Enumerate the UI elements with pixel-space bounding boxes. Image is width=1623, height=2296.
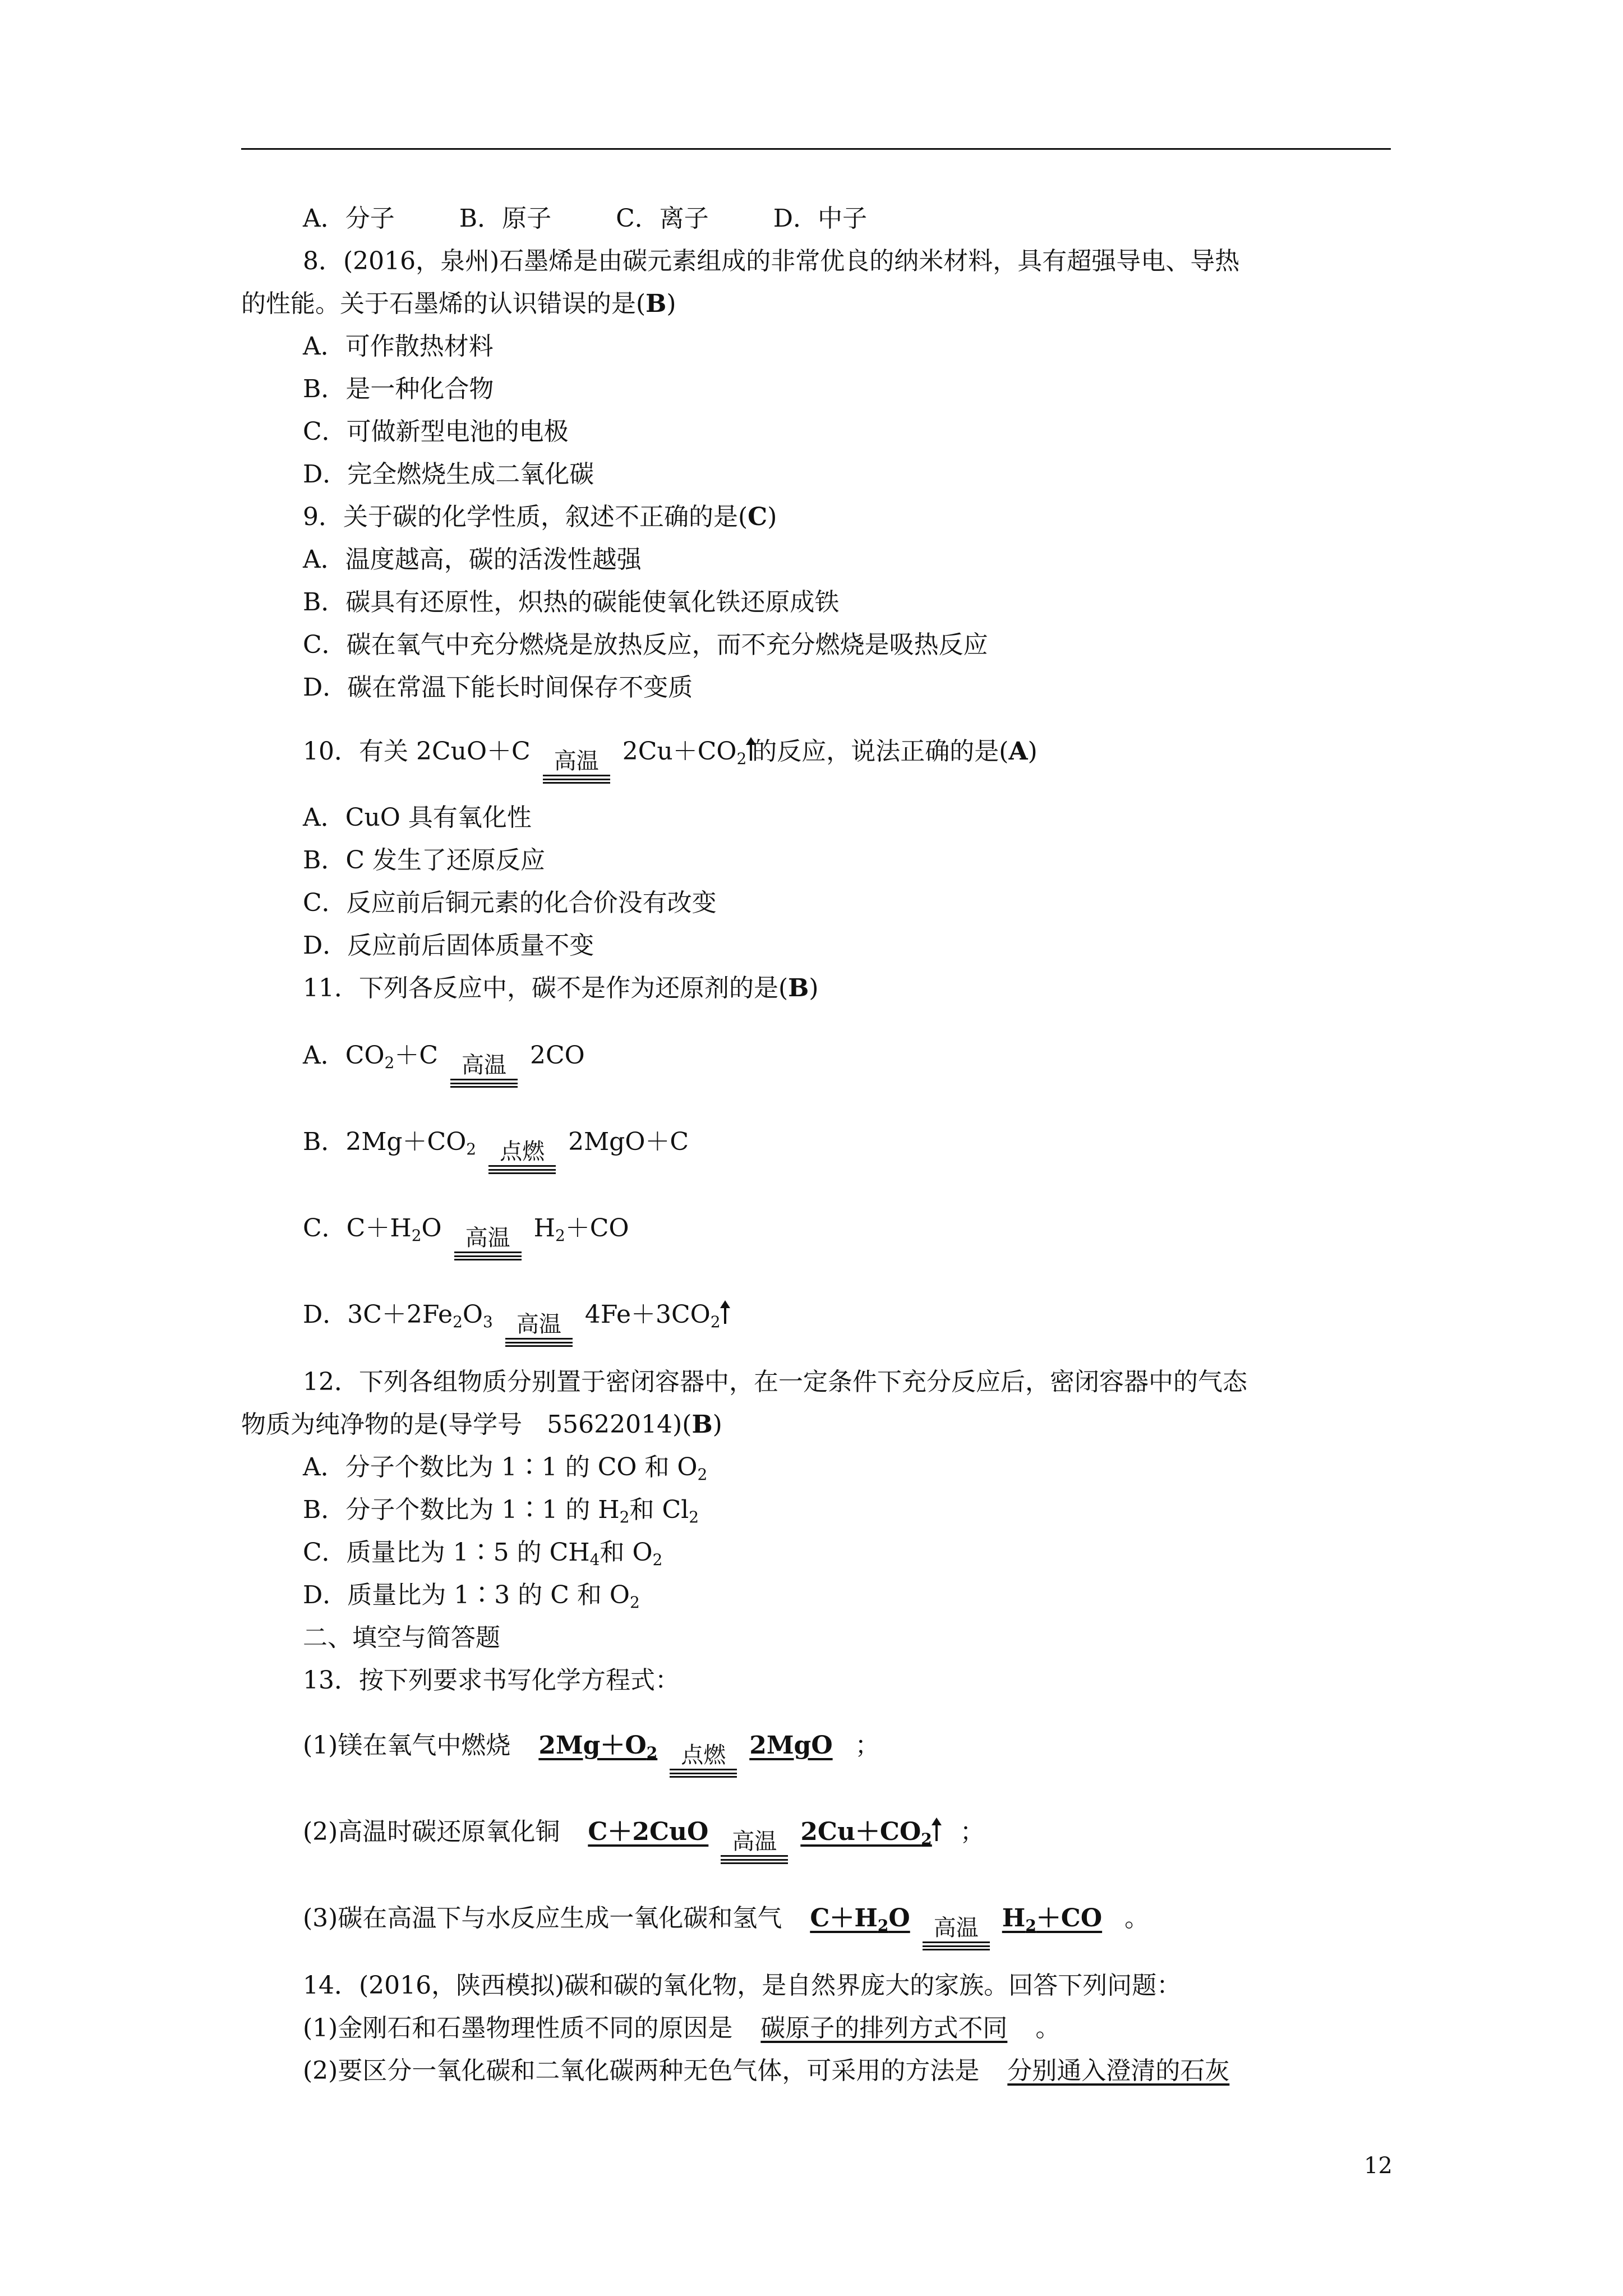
q11-answer: B (788, 974, 809, 1002)
q13-part1-answer: $2Mg+O_2$ 点燃 2MgO (510, 1731, 855, 1760)
q12-option-d: D．质量比为 1∶3 的 C 和 $O_2$ (303, 1581, 640, 1612)
reaction-condition: 点燃 (488, 1138, 556, 1174)
q10-option-b: B．C 发生了还原反应 (303, 846, 545, 875)
q12-option-a: A．分子个数比为 1∶1 的 CO 和 $O_2$ (303, 1453, 708, 1484)
reaction-condition: 高温 (505, 1311, 573, 1347)
q8-answer: B (645, 289, 667, 318)
q7-options (303, 202, 932, 236)
q9-answer: C (748, 503, 768, 531)
q12-option-c: C．质量比为 1∶5 的 $CH_4$和 $O_2$ (303, 1538, 663, 1569)
q8-stem-line2: 的性能。关于石墨烯的认识错误的是(B) (241, 289, 676, 318)
q9-option-d: D．碳在常温下能长时间保存不变质 (303, 673, 693, 702)
q13-part1: (1)镁在氧气中燃烧 $2Mg+O_2$ 点燃 2MgO ； (303, 1729, 880, 1778)
reaction-condition: 高温 (923, 1915, 990, 1950)
reaction-condition: 高温 (454, 1225, 522, 1260)
q10-option-d: D．反应前后固体质量不变 (303, 931, 594, 960)
q10-option-c: C．反应前后铜元素的化合价没有改变 (303, 889, 717, 917)
option: B．原子 (459, 204, 552, 233)
reaction-condition: 高温 (450, 1052, 518, 1088)
q8-option-c: C．可做新型电池的电极 (303, 417, 569, 446)
q10-answer: A (1008, 737, 1028, 766)
q8-option-b: B．是一种化合物 (303, 375, 494, 403)
q8-option-a: A．可作散热材料 (303, 332, 494, 361)
q11-option-c: C．$C+H_2O$ 高温 $H_2+CO$ (303, 1212, 629, 1260)
q12-option-b: B．分子个数比为 1∶1 的 $H_2$和 $Cl_2$ (303, 1496, 699, 1526)
q13-part2-answer: C＋2CuO 高温 $2Cu+CO_2$ (560, 1818, 960, 1846)
q13-part3: (3)碳在高温下与水反应生成一氧化碳和氢气 $C+H_2O$ 高温 $H_2+CO$ 。 (303, 1902, 1149, 1950)
section-heading: 二、填空与简答题 (303, 1623, 500, 1652)
option: C．离子 (616, 204, 709, 233)
page-number: 12 (1364, 2153, 1393, 2179)
q10-option-a: A．CuO 具有氧化性 (303, 803, 532, 832)
q9-option-b: B．碳具有还原性，炽热的碳能使氧化铁还原成铁 (303, 588, 840, 616)
reaction-condition: 高温 (721, 1828, 788, 1864)
q8-option-d: D．完全燃烧生成二氧化碳 (303, 460, 594, 489)
q14-part2: (2)要区分一氧化碳和二氧化碳两种无色气体，可采用的方法是 分别通入澄清的石灰 (303, 2056, 1230, 2085)
reaction-condition: 点燃 (670, 1742, 737, 1778)
q14-part1-answer: 碳原子的排列方式不同 (760, 2014, 1008, 2042)
q11-option-a: A．$CO_2+C$ 高温 2CO (303, 1039, 585, 1088)
q11-option-d: D．$3C+2Fe_2O_3$ 高温 $4Fe+3CO_2$ (303, 1298, 726, 1347)
q12-stem-line2: 物质为纯净物的是(导学号 55622014)(B) (241, 1410, 722, 1439)
q14-stem: 14．(2016，陕西模拟)碳和碳的氧化物，是自然界庞大的家族。回答下列问题： (303, 1971, 1182, 2000)
q11-option-b: B．$2Mg+CO_2$ 点燃 2MgO＋C (303, 1125, 689, 1174)
gas-arrow-icon (724, 1307, 726, 1324)
q14-part2-answer: 分别通入澄清的石灰 (1007, 2056, 1230, 2085)
reaction-condition: 高温 (543, 748, 610, 784)
q12-answer: B (691, 1410, 713, 1439)
q10-stem: 10．有关 2CuO＋C 高温 $2Cu+CO_2$ 的反应，说法正确的是(A) (303, 735, 1038, 784)
q14-part1: (1)金刚石和石墨物理性质不同的原因是 碳原子的排列方式不同 。 (303, 2014, 1061, 2042)
option: D．中子 (773, 204, 868, 233)
gas-arrow-icon (935, 1824, 938, 1841)
q9-option-a: A．温度越高，碳的活泼性越强 (303, 545, 642, 574)
q8-stem-line1: 8．(2016，泉州)石墨烯是由碳元素组成的非常优良的纳米材料，具有超强导电、导热 (303, 247, 1240, 275)
q9-stem: 9．关于碳的化学性质，叙述不正确的是(C) (303, 503, 777, 531)
q13-stem: 13．按下列要求书写化学方程式： (303, 1666, 680, 1695)
q11-stem: 11．下列各反应中，碳不是作为还原剂的是(B) (303, 974, 819, 1002)
q13-part3-answer: $C+H_2O$ 高温 $H_2+CO$ (782, 1904, 1124, 1932)
option: A．分子 (303, 204, 395, 233)
gas-arrow-icon (750, 744, 752, 761)
q9-option-c: C．碳在氧气中充分燃烧是放热反应，而不充分燃烧是吸热反应 (303, 631, 988, 659)
q12-stem-line1: 12．下列各组物质分别置于密闭容器中，在一定条件下充分反应后，密闭容器中的气态 (303, 1368, 1247, 1396)
header-rule (241, 148, 1391, 150)
q13-part2: (2)高温时碳还原氧化铜 C＋2CuO 高温 $2Cu+CO_2$ ； (303, 1815, 985, 1864)
